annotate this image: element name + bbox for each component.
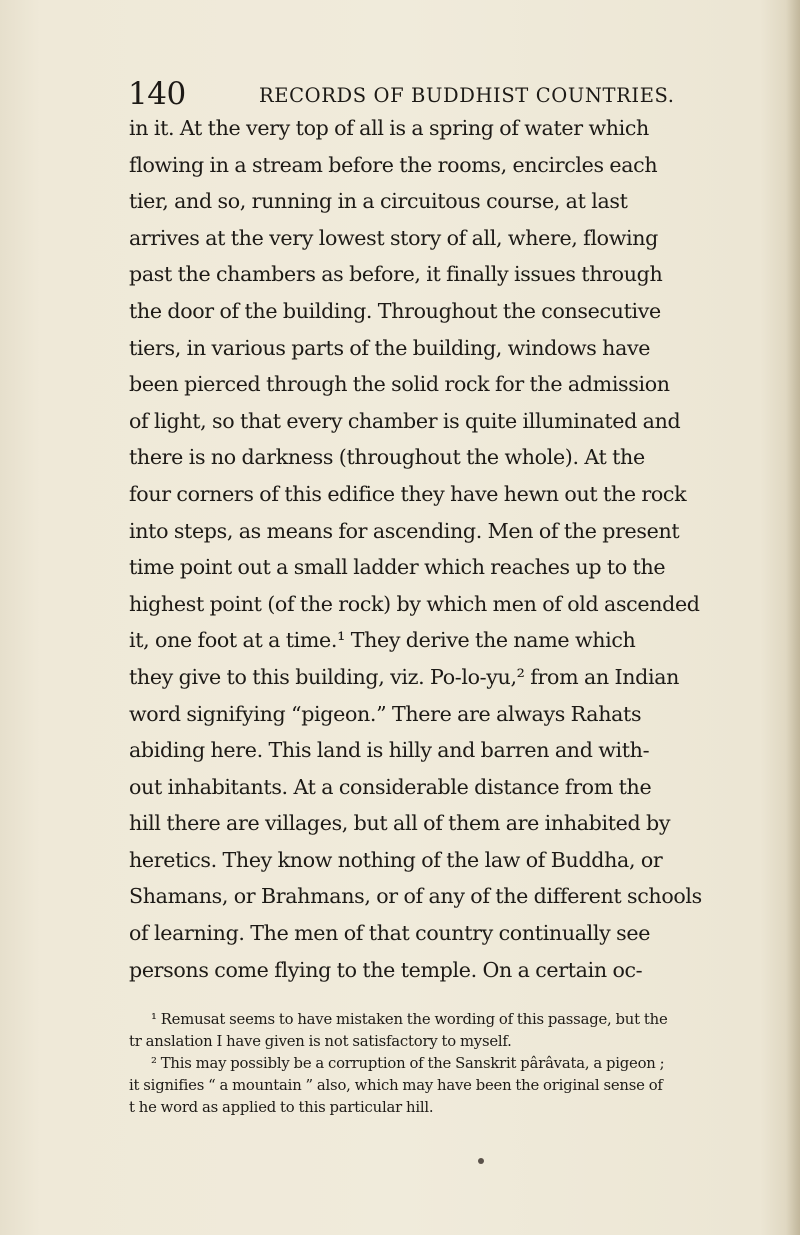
body-line: into steps, as means for ascending. Men of the present <box>129 518 680 543</box>
body-line: out inhabitants. At a considerable distance from the <box>129 774 652 799</box>
body-line: past the chambers as before, it finally issues through <box>129 262 663 287</box>
body-line: there is no darkness (throughout the whole). At the <box>129 445 645 470</box>
body-line: tiers, in various parts of the building, windows have <box>129 335 651 360</box>
body-line: four corners of this edifice they have hewn out the rock <box>129 481 687 506</box>
footnote-1-line: tr anslation I have given is not satisfactory to myself. <box>129 1033 512 1050</box>
body-line: in it. At the very top of all is a spring of water which <box>129 116 649 140</box>
body-line: tier, and so, running in a circuitous course, at last <box>129 189 628 214</box>
body-line: of light, so that every chamber is quite illuminated and <box>129 408 681 433</box>
footnotes <box>129 1009 668 1119</box>
body-line: they give to this building, viz. Po-lo-yu,² from an Indian <box>129 664 680 689</box>
body-line: hill there are villages, but all of them are inhabited by <box>129 811 671 836</box>
footnote-2-line: t he word as applied to this particular hill. <box>129 1099 434 1116</box>
body-line: heretics. They know nothing of the law of Buddha, or <box>129 847 663 872</box>
body-line: persons come flying to the temple. On a certain oc- <box>129 957 643 982</box>
body-line: flowing in a stream before the rooms, encircles each <box>129 152 658 177</box>
page-edge-shadow <box>786 0 800 1235</box>
body-line: it, one foot at a time.¹ They derive the name which <box>129 628 636 653</box>
body-line: been pierced through the solid rock for the admission <box>129 372 670 397</box>
footnote-2-line: it signifies “ a mountain ” also, which may have been the original sense of <box>129 1077 663 1094</box>
body-line: of learning. The men of that country continually see <box>129 921 651 946</box>
body-line: Shamans, or Brahmans, or of any of the different schools <box>129 884 702 909</box>
page-header <box>128 74 675 114</box>
body-line: time point out a small ladder which reaches up to the <box>129 555 666 580</box>
footnote-1-line: ¹ Remusat seems to have mistaken the wording of this passage, but the <box>151 1011 668 1028</box>
body-line: the door of the building. Throughout the consecutive <box>129 298 661 323</box>
body-line: highest point (of the rock) by which men of old ascended <box>129 591 700 616</box>
body-line: arrives at the very lowest story of all, where, flowing <box>129 225 658 250</box>
footnote-2-line: ² This may possibly be a corruption of the Sanskrit pârâvata, a pigeon ; <box>151 1055 665 1072</box>
body-text <box>129 110 702 988</box>
ink-dot-ornament <box>478 1158 484 1164</box>
running-head: RECORDS OF BUDDHIST COUNTRIES. <box>259 84 675 107</box>
body-line: word signifying “pigeon.” There are always Rahats <box>129 701 642 726</box>
page-number: 140 <box>128 76 186 112</box>
body-line: abiding here. This land is hilly and barren and with- <box>129 738 650 763</box>
